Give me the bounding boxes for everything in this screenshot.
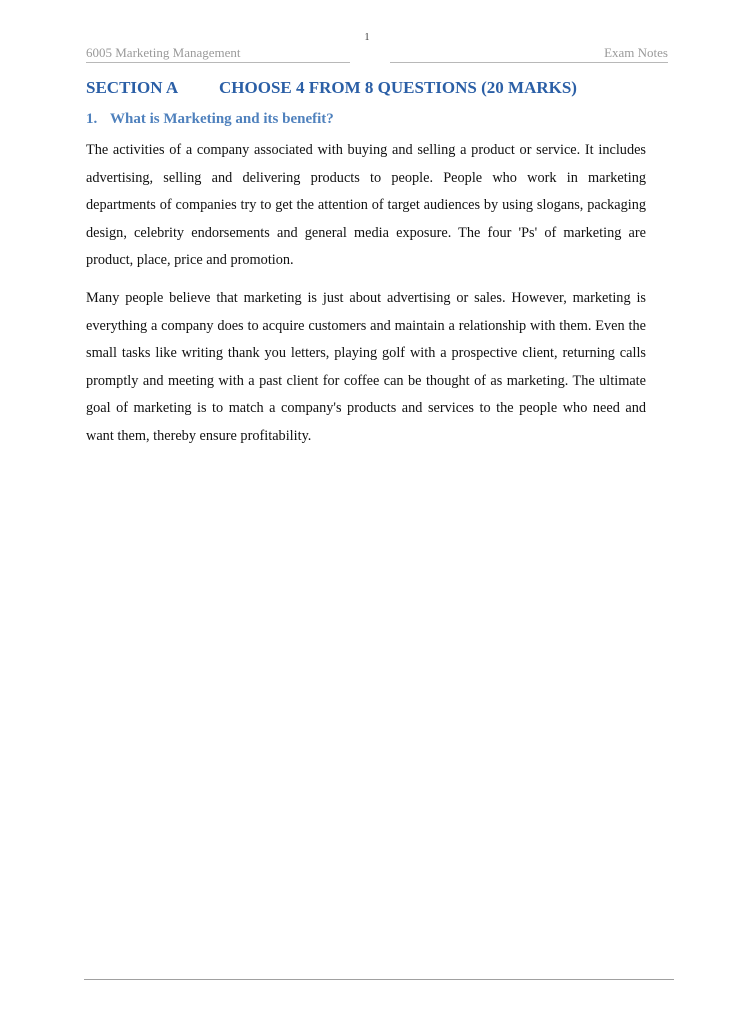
footer-rule: [84, 979, 674, 980]
question-heading: [86, 111, 668, 128]
question-title: What is Marketing and its benefit?: [110, 111, 334, 127]
question-number: 1.: [86, 111, 98, 127]
page-number: 1: [364, 32, 370, 43]
header-course-title: 6005 Marketing Management: [86, 45, 241, 60]
section-title: CHOOSE 4 FROM 8 QUESTIONS (20 MARKS): [219, 78, 577, 97]
header-rule-left: [86, 62, 350, 63]
header-rule-right: [390, 62, 668, 63]
body-paragraph: Many people believe that marketing is just about advertising or sales. However, marketing is everything a company does to acquire customers and maintain a relationship with them. Even the small tasks like writing thank you letters, playing golf with a prospective client, returning calls promptly and meeting with a past client for coffee can be thought of as marketing. The ultimate goal of marketing is to match a company's products and services to the people who need and want them, thereby ensure profitability.: [86, 290, 646, 444]
section-label: SECTION A: [86, 78, 179, 97]
body-paragraph: The activities of a company associated with buying and selling a product or service. It includes advertising, selling and delivering products to people. People who work in marketing departments of companies try to get the attention of target audiences by using slogans, packaging design, celebrity endorsements and general media exposure. The four 'Ps' of marketing are product, place, price and promotion.: [86, 142, 646, 268]
section-heading: [86, 78, 668, 98]
header-doc-label: Exam Notes: [604, 45, 668, 60]
page-header: [86, 45, 668, 63]
